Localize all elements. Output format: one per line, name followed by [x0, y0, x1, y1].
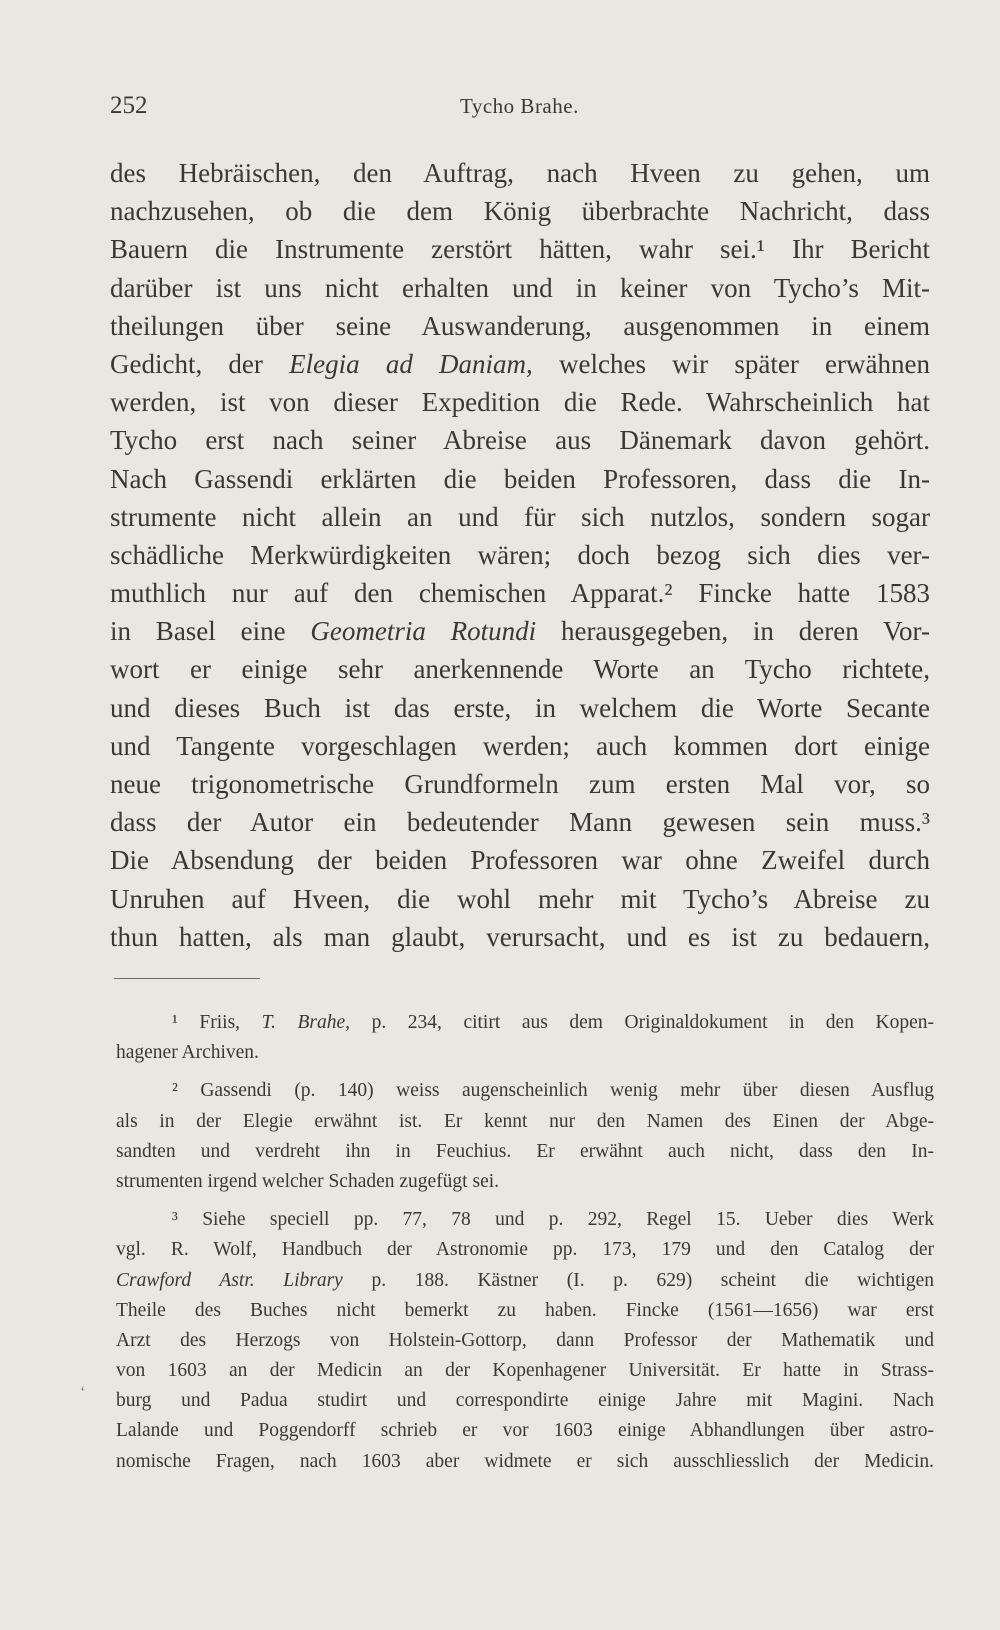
text-line: wort er einige sehr anerkennende Worte an Tycho richtete, — [110, 654, 930, 685]
text-line: und dieses Buch ist das erste, in welchem die Worte Secante — [110, 692, 930, 723]
text-line: darüber ist uns nicht erhalten und in keiner von Tycho’s Mit- — [110, 272, 930, 303]
text-line: strumente nicht allein an und für sich nutzlos, sondern sogar — [110, 501, 930, 532]
text-line: Gedicht, der Elegia ad Daniam, welches wir später erwähnen — [110, 348, 930, 379]
footnote-line: von 1603 an der Medicin an der Kopenhagener Universität. Er hatte in Strass- — [116, 1360, 934, 1382]
text-line: thun hatten, als man glaubt, verursacht, und es ist zu bedauern, — [110, 921, 930, 952]
footnote-line: ¹ Friis, T. Brahe, p. 234, citirt aus dem Originaldokument in den Kopen- — [172, 1012, 935, 1033]
text-line: in Basel eine Geometria Rotundi herausgegeben, in deren Vor- — [110, 616, 930, 647]
page-header — [110, 92, 930, 132]
text-line: und Tangente vorgeschlagen werden; auch kommen dort einige — [110, 730, 930, 761]
text-line: dass der Autor ein bedeutender Mann gewesen sein muss.³ — [110, 807, 930, 838]
margin-mark: ʻ — [80, 1384, 86, 1401]
text-line: Unruhen auf Hveen, die wohl mehr mit Tycho’s Abreise zu — [110, 883, 930, 914]
text-line: theilungen über seine Auswanderung, ausgenommen in einem — [110, 310, 930, 341]
footnote-line: Arzt des Herzogs von Holstein-Gottorp, dann Professor der Mathematik und — [116, 1329, 934, 1351]
text-line: nachzusehen, ob die dem König überbrachte Nachricht, dass — [110, 196, 930, 227]
text-line: Nach Gassendi erklärten die beiden Professoren, dass die In- — [110, 463, 930, 494]
text-line: Die Absendung der beiden Professoren war ohne Zweifel durch — [110, 845, 930, 876]
text-line: werden, ist von dieser Expedition die Rede. Wahrscheinlich hat — [110, 387, 930, 418]
footnotes — [116, 1008, 934, 1477]
footnote-line: burg und Padua studirt und correspondirte einige Jahre mit Magini. Nach — [116, 1390, 934, 1412]
text-line: des Hebräischen, den Auftrag, nach Hveen zu gehen, um — [110, 158, 930, 188]
footnote-line: vgl. R. Wolf, Handbuch der Astronomie pp. 173, 179 und den Catalog der — [116, 1239, 934, 1261]
footnote-line: hagener Archiven. — [116, 1042, 259, 1064]
footnote-line: ² Gassendi (p. 140) weiss augenscheinlich wenig mehr über diesen Ausflug — [172, 1080, 934, 1102]
text-line: schädliche Merkwürdigkeiten wären; doch bezog sich dies ver- — [110, 539, 930, 570]
text-line: Bauern die Instrumente zerstört hätten, wahr sei.¹ Ihr Bericht — [110, 234, 930, 265]
footnote-line: als in der Elegie erwähnt ist. Er kennt nur den Namen des Einen der Abge- — [116, 1110, 934, 1132]
footnote-line: Theile des Buches nicht bemerkt zu haben. Fincke (1561—1656) war erst — [116, 1299, 934, 1321]
footnote-line: Crawford Astr. Library p. 188. Kästner (I. p. 629) scheint die wichtigen — [116, 1269, 934, 1291]
footnote-line: sandten und verdreht ihn in Feuchius. Er erwähnt auch nicht, dass den In- — [116, 1140, 934, 1162]
footnote-separator — [114, 978, 260, 979]
text-line: Tycho erst nach seiner Abreise aus Dänemark davon gehört. — [110, 425, 930, 456]
text-line: neue trigonometrische Grundformeln zum ersten Mal vor, so — [110, 769, 930, 799]
page-number: 252 — [110, 92, 148, 119]
footnote-line: Lalande und Poggendorff schrieb er vor 1603 einige Abhandlungen über astro- — [116, 1420, 934, 1442]
running-title: Tycho Brahe. — [460, 94, 579, 118]
footnote-line: nomische Fragen, nach 1603 aber widmete er sich ausschliesslich der Medicin. — [116, 1450, 934, 1472]
footnote-line: strumenten irgend welcher Schaden zugefügt sei. — [116, 1170, 500, 1192]
footnote-line: ³ Siehe speciell pp. 77, 78 und p. 292, Regel 15. Ueber dies Werk — [172, 1209, 934, 1231]
main-text — [110, 154, 930, 956]
text-line: muthlich nur auf den chemischen Apparat.² Fincke hatte 1583 — [110, 578, 930, 609]
